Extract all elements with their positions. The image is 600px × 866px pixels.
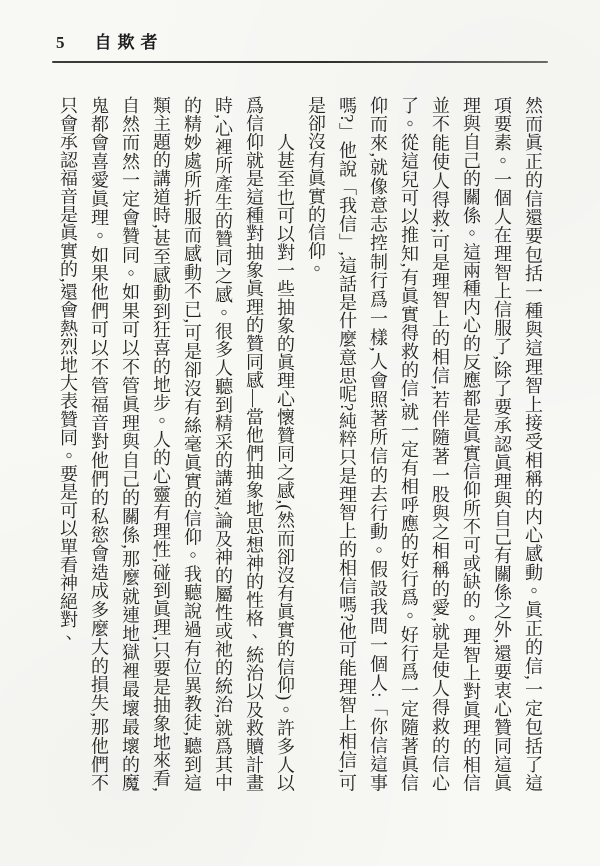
page-number: 5 bbox=[56, 33, 65, 52]
paragraph-1: 然而眞正的信還要包括一種與這理智上接受相稱的内心感動。眞正的信,一定包括了這項要素。一個人在理智上信服了,除了要承認眞理與自己有關係之外,還要衷心贊同這眞理與自己的關係。這兩種内心的反應都是眞實信仰所不可或缺的。理智上對眞理的相信並不能使人得救;可是理智上的相信,若伴隨著一股與之相稱的愛,就是使人得救的信心了。從這兒可以推知,有眞實得救的信,就一定有相呼應的好行爲。好行爲一定隨著眞信仰而來,就像意志控制行爲一樣,人會照著所信的去行動。假設我問一個人:「你信這事嗎?」他說「我信」,這話是什麼意思呢?純粹只是理智上的相信嗎?他可能理智上相信,可是卻沒有眞實的信仰。 bbox=[306, 96, 543, 792]
running-title: 自欺者 bbox=[94, 33, 164, 52]
paragraph-2: 人甚至也可以對一些抽象的眞理心懷贊同之感,(然而卻沒有眞實的信仰)。許多人以爲信仰就是這種對抽象眞理的贊同感—當他們抽象地思想神的性格、統治以及救贖計畫時,心裡所產生的贊同之感。很多人聽到精采的講道,論及神的屬性或祂的統治,就爲其中的精妙處所折服而感動不已,可是卻沒有絲毫眞實的信仰。我聽說過有位異教徒,聽到這類主題的講道時,甚至感動到狂喜的地步。人的心靈有理性,碰到眞理,只要是抽象地來看,自然而然一定會贊同。如果可以不管眞理與自己的關係,那麼就連地獄裡最壞最壞的魔鬼都會喜愛眞理。如果他們可以不管福音對他們的私慾會造成多麼大的損失,那他們不只會承認福音是眞實的,還會熱烈地大表贊同。要是可以單看神絕對、 bbox=[58, 96, 295, 792]
page-header bbox=[56, 28, 548, 53]
body-text bbox=[50, 96, 548, 792]
header-rule bbox=[52, 61, 548, 63]
